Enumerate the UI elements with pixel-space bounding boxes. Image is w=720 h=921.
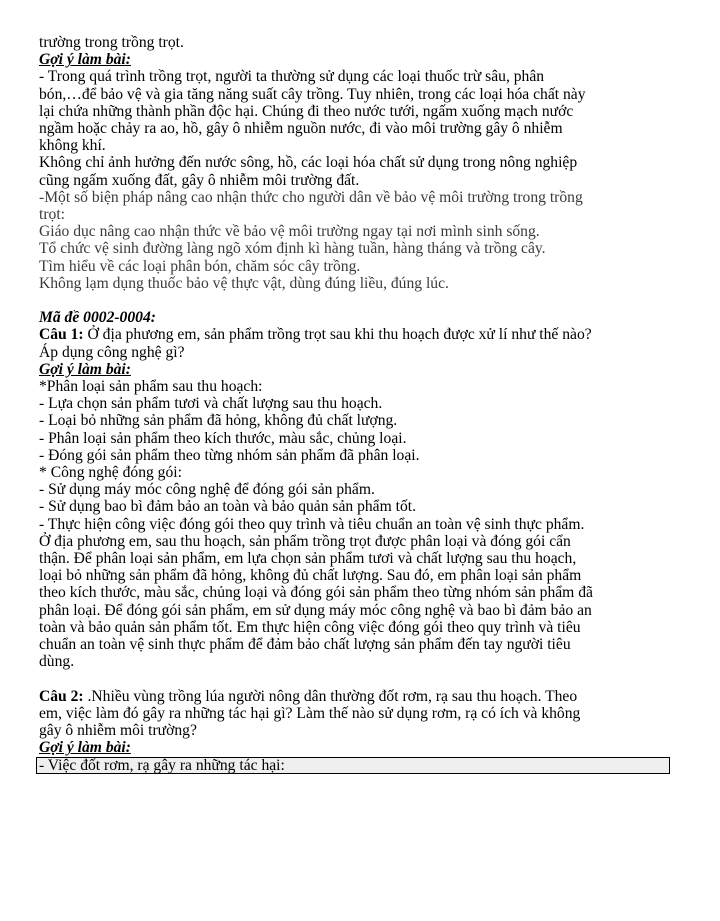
- question2-text-line3: gây ô nhiễm môi trường?: [39, 722, 197, 740]
- section-a-measure: Không lạm dụng thuốc bảo vệ thực vật, dùng đúng liều, đúng lúc.: [39, 274, 449, 292]
- section-a-line: ngầm hoặc chảy ra ao, hồ, gây ô nhiễm nguồn nước, đi vào môi trường gây ô nhiễm: [39, 120, 563, 138]
- question1-label: Câu 1:: [39, 326, 84, 344]
- question1-text-line1: Ở địa phương em, sản phẩm trồng trọt sau khi thu hoạch được xử lí như thế nào?: [83, 326, 592, 344]
- section-a-line: cũng ngấm xuống đất, gây ô nhiễm môi trường đất.: [39, 171, 360, 189]
- question1-line: dùng.: [39, 653, 75, 671]
- question1-line: - Sử dụng bao bì đảm bảo an toàn và bảo quản sản phẩm tốt.: [39, 498, 416, 516]
- section-a-line: bón,…để bảo vệ và gia tăng năng suất cây trồng. Tuy nhiên, trong các loại hóa chất này: [39, 85, 586, 103]
- section-a-measure: -Một số biện pháp nâng cao nhận thức cho người dân về bảo vệ môi trường trong trồng: [39, 188, 583, 206]
- exam-code-heading: Mã đề 0002-0004:: [39, 309, 156, 327]
- question1-line: loại bỏ những sản phẩm đã hỏng, không đủ chất lượng. Sau đó, em phân loại sản phẩm: [39, 567, 582, 585]
- question1-line: - Loại bỏ những sản phẩm đã hỏng, không đủ chất lượng.: [39, 412, 398, 430]
- section-a-line: Không chỉ ảnh hưởng đến nước sông, hồ, các loại hóa chất sử dụng trong nông nghiệp: [39, 154, 578, 172]
- question1-line: - Đóng gói sản phẩm theo từng nhóm sản phẩm đã phân loại.: [39, 446, 420, 464]
- spacer: [39, 671, 679, 688]
- spacer: [39, 292, 679, 309]
- section-a-measure: Tổ chức vệ sinh đường làng ngõ xóm định kì hàng tuần, hàng tháng và trồng cây.: [39, 240, 546, 258]
- question2-text: [39, 688, 679, 705]
- question2-text-line2: em, việc làm đó gây ra những tác hại gì? Làm thế nào sử dụng rơm, rạ có ích và không: [39, 704, 581, 722]
- section-a-line: lại chứa những thành phần độc hại. Chúng đi theo nước tưới, ngấm xuống mạch nước: [39, 102, 574, 120]
- section-a-intro-tail: trường trong trồng trọt.: [39, 34, 184, 51]
- question1-line: - Thực hiện công việc đóng gói theo quy trình và tiêu chuẩn an toàn vệ sinh thực phẩm.: [39, 515, 585, 533]
- section-a-line: - Trong quá trình trồng trọt, người ta thường sử dụng các loại thuốc trừ sâu, phân: [39, 68, 545, 86]
- question2-boxed-text: - Việc đốt rơm, rạ gây ra những tác hại:: [39, 756, 285, 774]
- question1-hint-heading: Gợi ý làm bài:: [39, 360, 131, 378]
- document-page: [39, 34, 679, 774]
- section-a-measure: Tìm hiểu về các loại phân bón, chăm sóc cây trồng.: [39, 257, 361, 275]
- question1-text-line2: Áp dụng công nghệ gì?: [39, 343, 185, 361]
- question1-line: - Sử dụng máy móc công nghệ để đóng gói sản phẩm.: [39, 481, 375, 499]
- question1-line: - Lựa chọn sản phẩm tươi và chất lượng sau thu hoạch.: [39, 395, 383, 413]
- question1-line: - Phân loại sản phẩm theo kích thước, màu sắc, chủng loại.: [39, 429, 407, 447]
- question2-boxed-line: [36, 757, 670, 774]
- question2-hint-heading: Gợi ý làm bài:: [39, 739, 131, 757]
- question2-label: Câu 2:: [39, 687, 84, 705]
- section-a-line: không khí.: [39, 137, 106, 155]
- question2-text-line1: .Nhiều vùng trồng lúa người nông dân thường đốt rơm, rạ sau thu hoạch. Theo: [83, 687, 578, 705]
- question1-line: chuẩn an toàn vệ sinh thực phẩm để đảm bảo chất lượng sản phẩm đến tay người tiêu: [39, 636, 571, 654]
- question1-line: * Công nghệ đóng gói:: [39, 464, 182, 482]
- question1-line: phân loại. Để đóng gói sản phẩm, em sử dụng máy móc công nghệ và bao bì đảm bảo an: [39, 601, 592, 619]
- section-a-measure: Giáo dục nâng cao nhận thức về bảo vệ môi trường ngay tại nơi mình sinh sống.: [39, 223, 540, 241]
- question1-line: theo kích thước, màu sắc, chủng loại và đóng gói sản phẩm theo từng nhóm sản phẩm đã: [39, 584, 593, 602]
- section-a-hint-heading: Gợi ý làm bài:: [39, 51, 131, 69]
- question1-line: toàn và bảo quản sản phẩm tốt. Em thực hiện công việc đóng gói theo quy trình và tiêu: [39, 618, 581, 636]
- question1-text: [39, 326, 679, 343]
- question1-line: Ở địa phương em, sau thu hoạch, sản phẩm trồng trọt được phân loại và đóng gói cẩn: [39, 532, 571, 550]
- section-a-measure: trọt:: [39, 206, 65, 224]
- question1-line: *Phân loại sản phẩm sau thu hoạch:: [39, 378, 263, 396]
- question1-line: thận. Để phân loại sản phẩm, em lựa chọn sản phẩm tươi và chất lượng sau thu hoạch,: [39, 550, 577, 568]
